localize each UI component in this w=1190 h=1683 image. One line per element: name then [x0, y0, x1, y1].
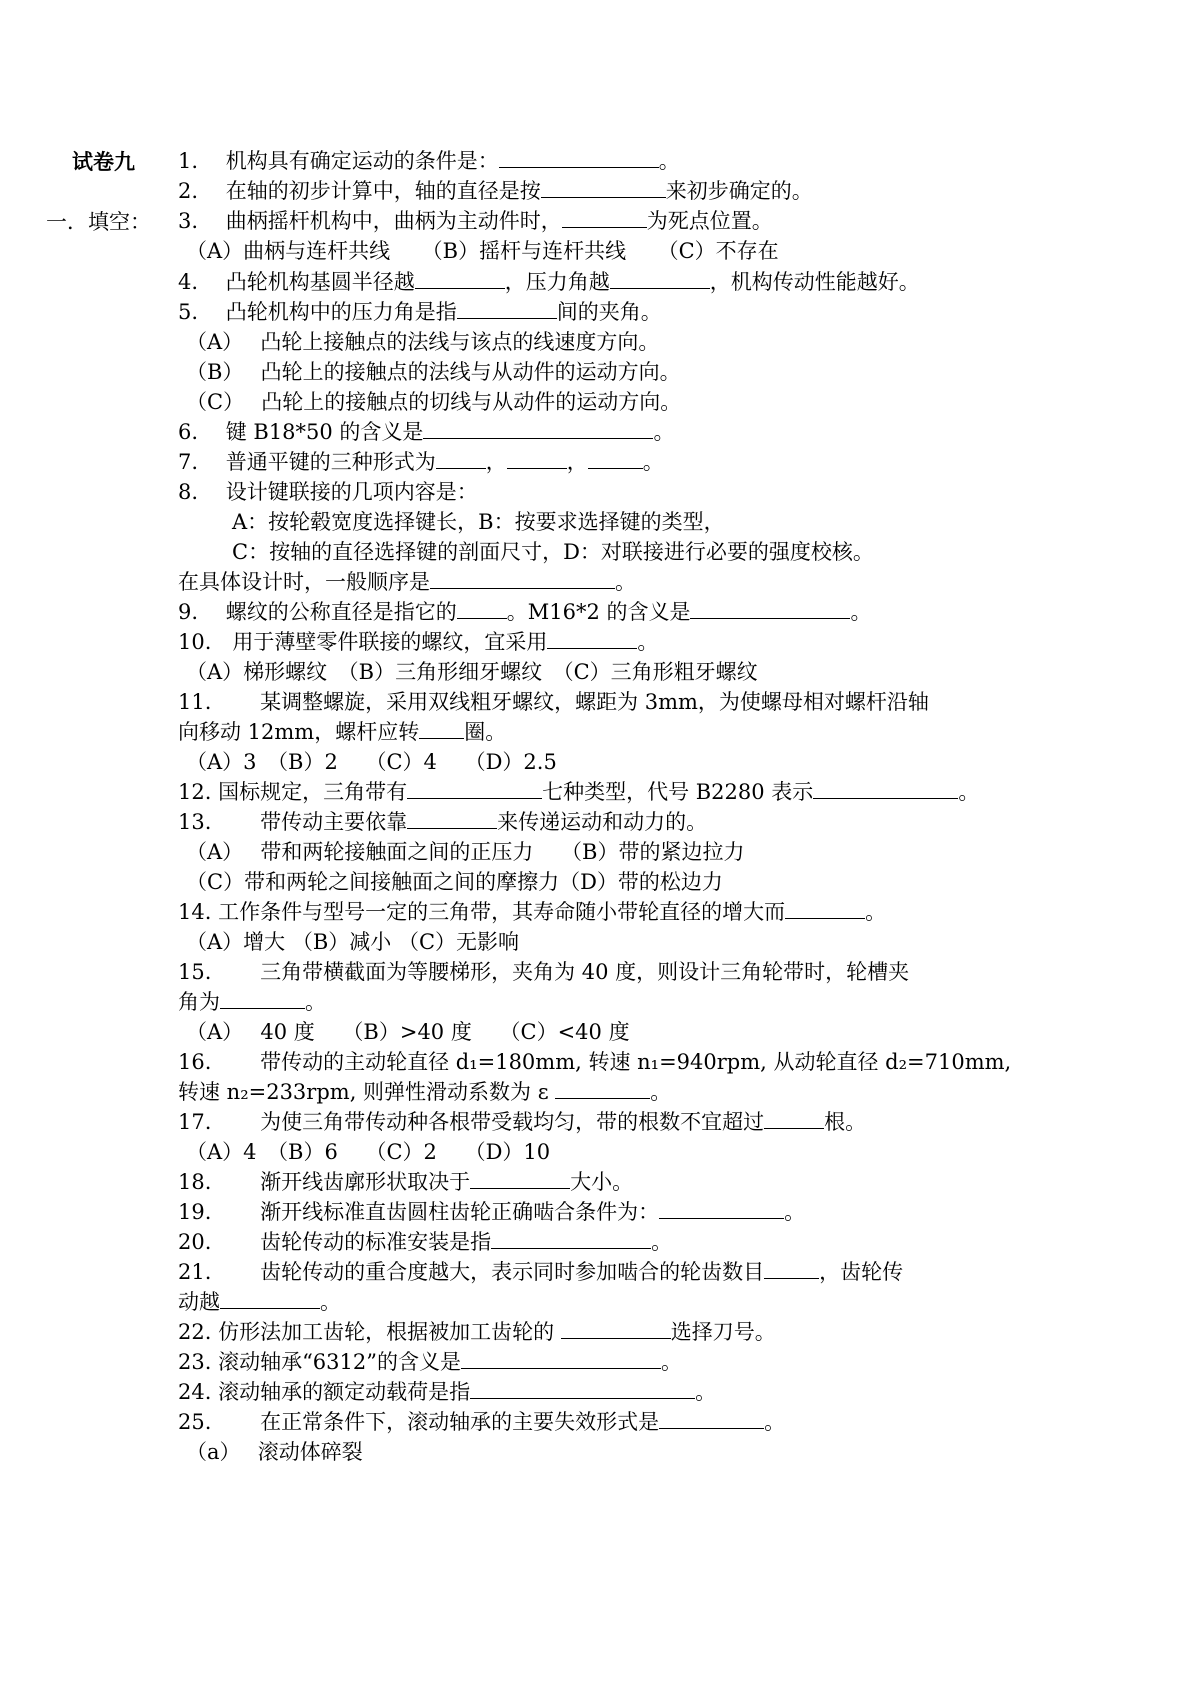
question-text: 10. 用于薄壁零件联接的螺纹，宜采用	[178, 630, 548, 654]
question-text: 间的夹角。	[556, 300, 662, 324]
question-line	[178, 477, 478, 507]
answer-blank[interactable]	[610, 268, 710, 289]
question-line	[186, 1137, 550, 1167]
question-line	[178, 176, 813, 206]
question-text: 3. 曲柄摇杆机构中，曲柄为主动件时，	[178, 209, 562, 233]
question-text: （A） 带和两轮接触面之间的正压力 （B）带的紧边拉力	[186, 840, 745, 864]
answer-blank[interactable]	[220, 988, 305, 1009]
question-line	[178, 1377, 716, 1407]
question-text: 13. 带传动主要依靠	[178, 810, 408, 834]
question-text: （A）曲柄与连杆共线 （B）摇杆与连杆共线 （C）不存在	[186, 239, 779, 263]
question-text: （C）带和两轮之间接触面之间的摩擦力（D）带的松边力	[186, 870, 723, 894]
question-line	[178, 957, 909, 987]
answer-blank[interactable]	[555, 1078, 650, 1099]
question-text: 19. 渐开线标准直齿圆柱齿轮正确啮合条件为：	[178, 1200, 660, 1224]
question-text: （C） 凸轮上的接触点的切线与从动件的运动方向。	[186, 390, 682, 414]
question-line	[178, 777, 979, 807]
question-text: 。	[764, 1410, 786, 1434]
question-line	[178, 1407, 785, 1437]
answer-blank[interactable]	[470, 1378, 695, 1399]
question-text: 转速 n₂=233rpm, 则弹性滑动系数为 ε	[178, 1080, 556, 1104]
question-text: 22. 仿形法加工齿轮，根据被加工齿轮的	[178, 1320, 561, 1344]
question-text: 6. 键 B18*50 的含义是	[178, 420, 424, 444]
question-line	[186, 357, 681, 387]
question-text: 。	[784, 1200, 806, 1224]
answer-blank[interactable]	[415, 268, 505, 289]
answer-blank[interactable]	[407, 778, 542, 799]
question-text: （A）梯形螺纹 （B）三角形细牙螺纹 （C）三角形粗牙螺纹	[186, 660, 758, 684]
answer-blank[interactable]	[588, 448, 643, 469]
question-line	[186, 867, 723, 897]
question-text: 7. 普通平键的三种形式为	[178, 450, 436, 474]
question-text: 七种类型，代号 B2280 表示	[542, 780, 814, 804]
answer-blank[interactable]	[220, 1288, 320, 1309]
question-line	[186, 747, 557, 777]
question-text: （A） 凸轮上接触点的法线与该点的线速度方向。	[186, 330, 660, 354]
question-text: （B） 凸轮上的接触点的法线与从动件的运动方向。	[186, 360, 681, 384]
question-text: 17. 为使三角带传动种各根带受载均匀，带的根数不宜超过	[178, 1110, 765, 1134]
question-line	[186, 657, 758, 687]
question-line	[186, 927, 519, 957]
question-text: 。	[615, 570, 636, 594]
answer-blank[interactable]	[659, 1408, 764, 1429]
question-text: 。	[958, 780, 980, 804]
answer-blank[interactable]	[499, 147, 659, 168]
answer-blank[interactable]	[461, 1348, 661, 1369]
question-line	[178, 1317, 776, 1347]
question-line	[178, 1347, 682, 1377]
question-text: ，	[566, 450, 588, 474]
question-text: 。	[695, 1380, 717, 1404]
question-text: 为死点位置。	[646, 209, 773, 233]
question-text: 。M16*2 的含义是	[506, 600, 691, 624]
question-text: （A）4 （B）6 （C）2 （D）10	[186, 1140, 551, 1164]
answer-blank[interactable]	[690, 598, 850, 619]
question-line	[186, 387, 681, 417]
answer-blank[interactable]	[419, 718, 464, 739]
question-text: 12. 国标规定，三角带有	[178, 780, 408, 804]
question-text: （A）3 （B）2 （C）4 （D）2.5	[186, 750, 557, 774]
question-line	[178, 987, 326, 1017]
question-line	[178, 567, 636, 597]
question-text: 15. 三角带横截面为等腰梯形，夹角为 40 度，则设计三角轮带时，轮槽夹	[178, 960, 910, 984]
answer-blank[interactable]	[507, 448, 567, 469]
question-text: 25. 在正常条件下，滚动轴承的主要失效形式是	[178, 1410, 660, 1434]
answer-blank[interactable]	[470, 1168, 570, 1189]
answer-blank[interactable]	[659, 1198, 784, 1219]
question-line	[178, 297, 662, 327]
paper-title: 试卷九	[72, 149, 135, 174]
answer-blank[interactable]	[785, 898, 865, 919]
question-text: ，压力角越	[504, 270, 610, 294]
question-text: C：按轴的直径选择键的剖面尺寸，D：对联接进行必要的强度校核。	[232, 540, 874, 564]
question-line	[186, 1437, 363, 1467]
question-line	[178, 417, 674, 447]
question-line	[178, 1047, 1011, 1077]
question-text: 24. 滚动轴承的额定动载荷是指	[178, 1380, 471, 1404]
question-text: ，机构传动性能越好。	[709, 270, 920, 294]
question-line	[186, 236, 779, 266]
question-line	[178, 807, 707, 837]
answer-blank[interactable]	[547, 628, 637, 649]
question-line	[186, 1017, 630, 1047]
answer-blank[interactable]	[407, 808, 497, 829]
answer-blank[interactable]	[457, 298, 557, 319]
answer-blank[interactable]	[764, 1108, 824, 1129]
question-text: 。	[661, 1350, 682, 1374]
question-text: （a） 滚动体碎裂	[186, 1440, 363, 1464]
question-line	[178, 206, 773, 236]
question-text: 。	[642, 450, 664, 474]
answer-blank[interactable]	[436, 448, 486, 469]
question-text: 。	[637, 630, 659, 654]
question-line	[178, 597, 871, 627]
question-line	[178, 267, 920, 297]
question-text: 14. 工作条件与型号一定的三角带，其寿命随小带轮直径的增大而	[178, 900, 786, 924]
question-text: 23. 滚动轴承“6312”的含义是	[178, 1350, 461, 1374]
answer-blank[interactable]	[764, 1258, 819, 1279]
answer-blank[interactable]	[813, 778, 958, 799]
answer-blank[interactable]	[561, 1318, 671, 1339]
question-text: 。	[320, 1290, 341, 1314]
question-line	[178, 1077, 671, 1107]
question-line	[186, 837, 744, 867]
question-text: 18. 渐开线齿廓形状取决于	[178, 1170, 471, 1194]
question-line	[178, 1257, 903, 1287]
question-text: 来传递运动和动力的。	[497, 810, 708, 834]
question-text: ，	[485, 450, 507, 474]
question-line	[178, 717, 506, 747]
question-line	[232, 537, 874, 567]
question-text: 。	[653, 420, 675, 444]
question-text: 9. 螺纹的公称直径是指它的	[178, 600, 457, 624]
question-text: 11. 某调整螺旋，采用双线粗牙螺纹，螺距为 3mm，为使螺母相对螺杆沿轴	[178, 690, 929, 714]
answer-blank[interactable]	[457, 598, 507, 619]
question-text: 向移动 12mm，螺杆应转	[178, 720, 420, 744]
section-label: 一．填空：	[46, 210, 151, 234]
question-text: 20. 齿轮传动的标准安装是指	[178, 1230, 492, 1254]
question-text: 16. 带传动的主动轮直径 d₁=180mm, 转速 n₁=940rpm, 从动轮直径 d₂=710mm,	[178, 1050, 1012, 1074]
question-text: 根。	[824, 1110, 867, 1134]
question-line	[178, 1197, 805, 1227]
question-text: 。	[305, 990, 326, 1014]
question-line	[178, 146, 680, 176]
question-text: A：按轮毂宽度选择键长，B：按要求选择键的类型，	[232, 510, 725, 534]
question-line	[178, 1107, 866, 1137]
question-line	[178, 1167, 633, 1197]
question-text: 21. 齿轮传动的重合度越大，表示同时参加啮合的轮齿数目	[178, 1260, 765, 1284]
question-text: 大小。	[570, 1170, 634, 1194]
question-text: 8. 设计键联接的几项内容是：	[178, 480, 478, 504]
question-text: 。	[865, 900, 887, 924]
question-line	[178, 897, 886, 927]
question-line	[232, 507, 725, 537]
answer-blank[interactable]	[562, 207, 647, 228]
question-line	[186, 327, 659, 357]
answer-blank[interactable]	[491, 1228, 651, 1249]
question-text: （A）增大 （B）减小 （C）无影响	[186, 930, 520, 954]
question-text: 在具体设计时，一般顺序是	[178, 570, 430, 594]
question-text: 4. 凸轮机构基圆半径越	[178, 270, 415, 294]
question-text: 动越	[178, 1290, 220, 1314]
question-line	[178, 687, 929, 717]
question-text: 1. 机构具有确定运动的条件是：	[178, 149, 499, 173]
answer-blank[interactable]	[423, 418, 653, 439]
question-line	[178, 447, 664, 477]
answer-blank[interactable]	[541, 177, 666, 198]
question-text: （A） 40 度 （B）>40 度 （C）<40 度	[186, 1020, 630, 1044]
question-line	[178, 1287, 341, 1317]
question-text: 2. 在轴的初步计算中，轴的直径是按	[178, 179, 541, 203]
question-text: 5. 凸轮机构中的压力角是指	[178, 300, 457, 324]
question-text: 。	[658, 149, 680, 173]
question-text: 角为	[178, 990, 220, 1014]
question-text: 。	[650, 1080, 672, 1104]
question-text: 圈。	[464, 720, 507, 744]
question-line	[178, 1227, 672, 1257]
question-text: 。	[850, 600, 872, 624]
question-line	[178, 627, 658, 657]
question-text: 。	[651, 1230, 673, 1254]
question-text: ，齿轮传	[819, 1260, 904, 1284]
answer-blank[interactable]	[430, 568, 615, 589]
question-text: 来初步确定的。	[665, 179, 813, 203]
question-text: 选择刀号。	[670, 1320, 776, 1344]
